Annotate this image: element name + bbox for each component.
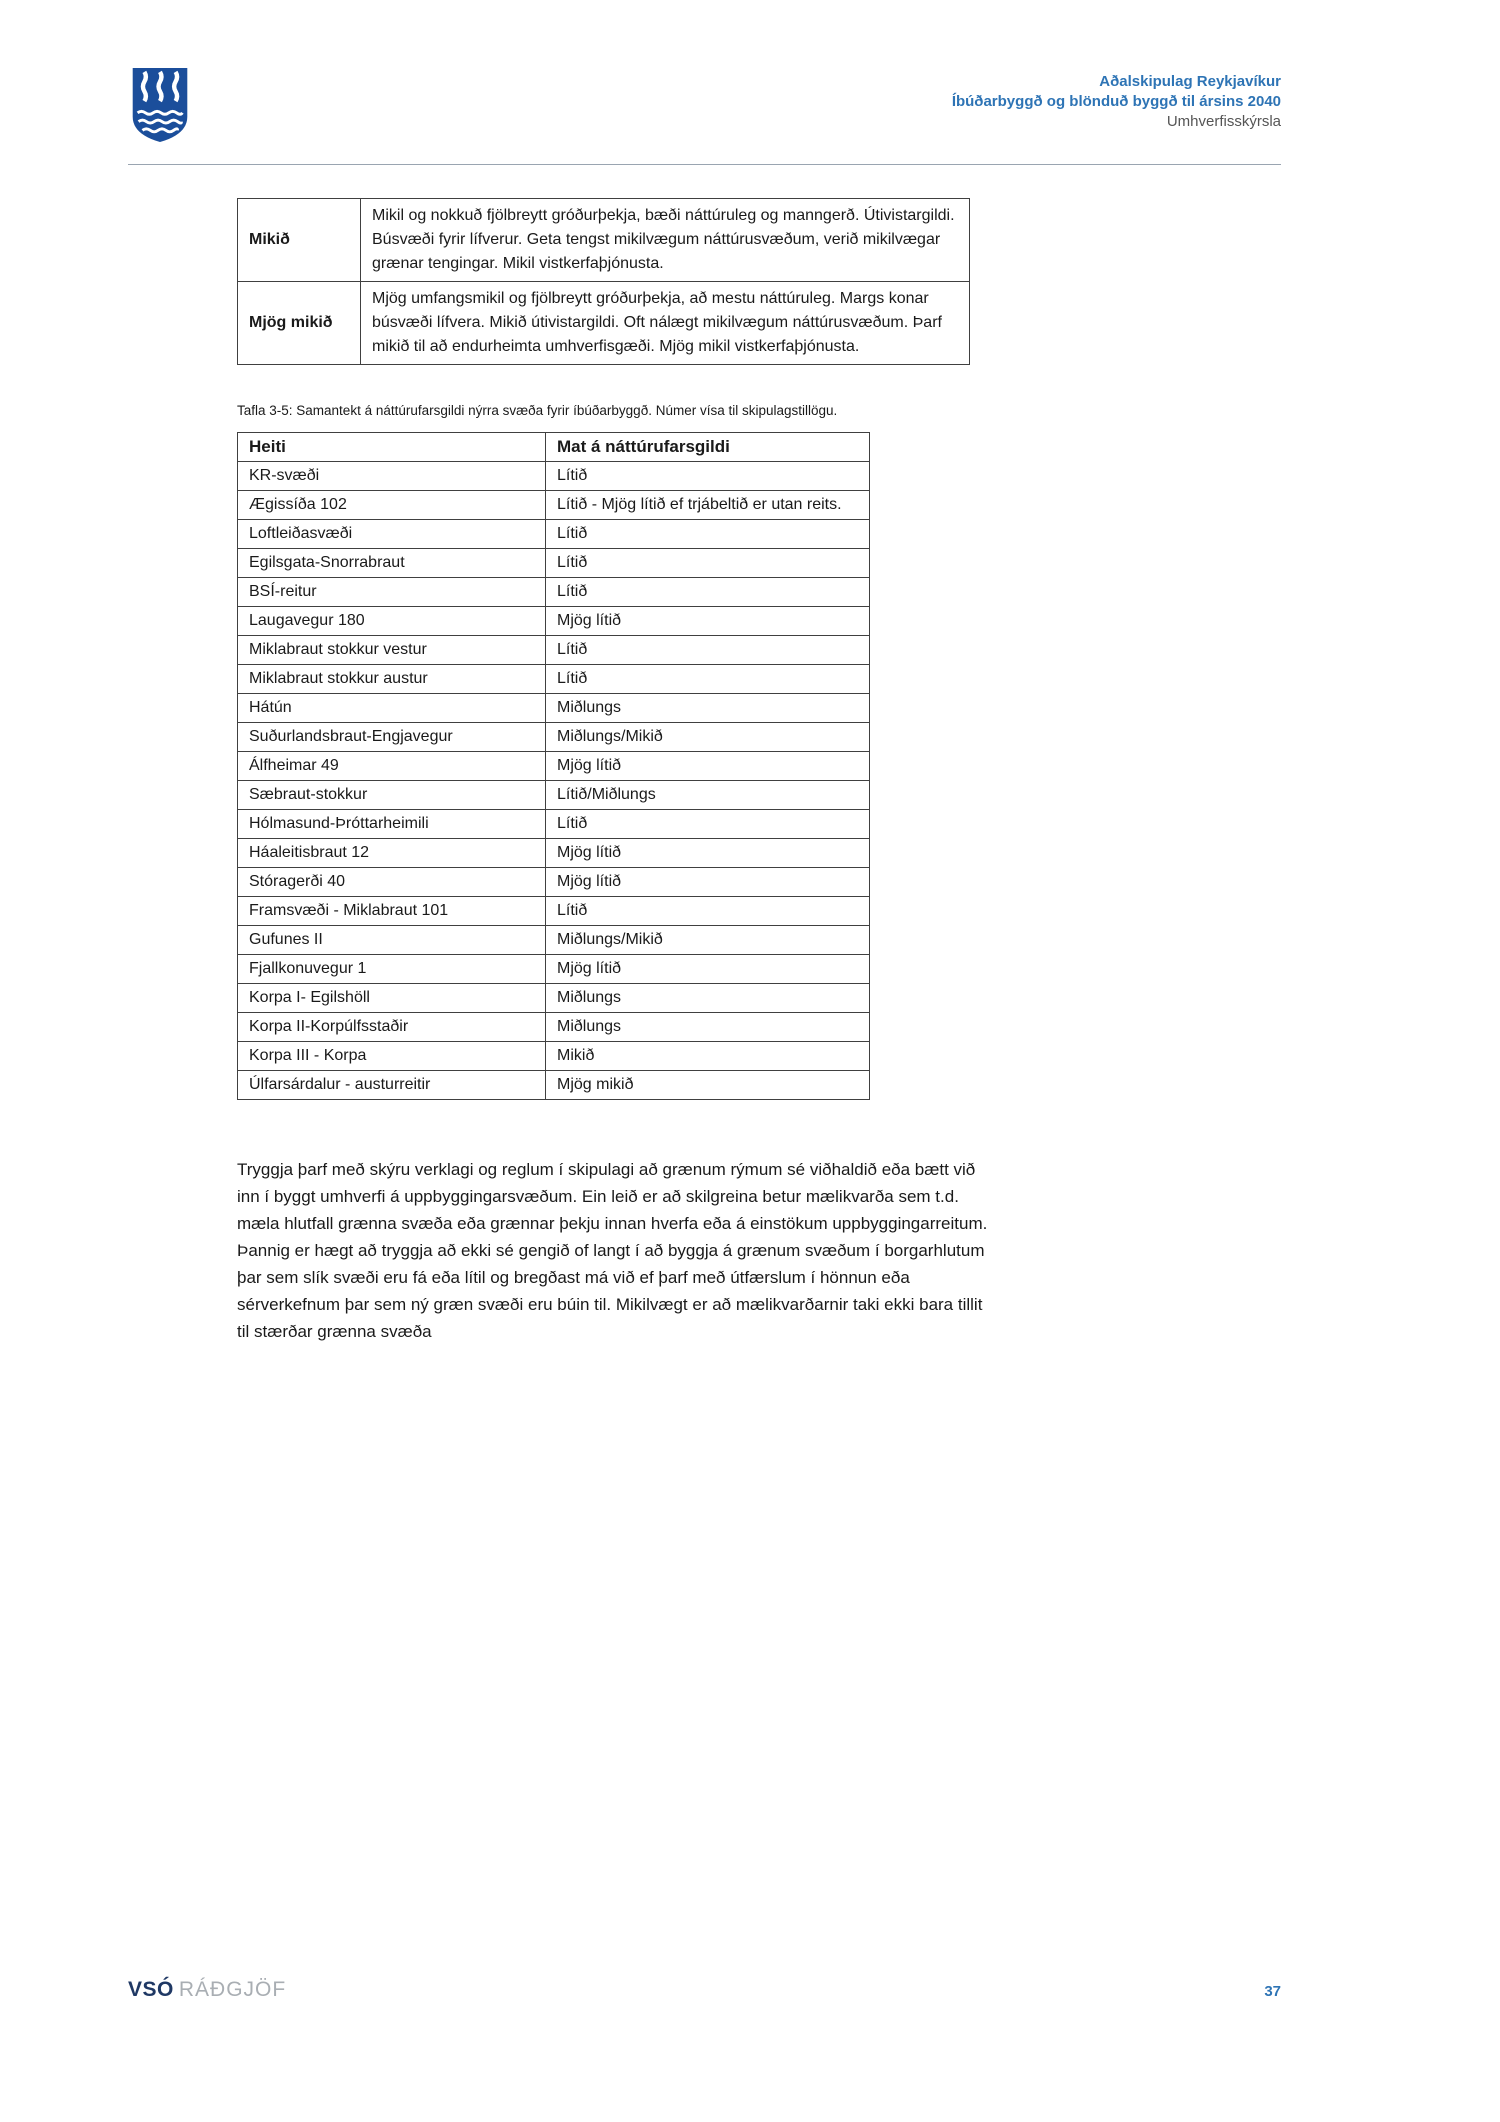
brand-name-bold: VSÓ bbox=[128, 1978, 174, 2001]
area-name-cell: Háaleitisbraut 12 bbox=[238, 839, 546, 868]
table-row bbox=[238, 549, 870, 578]
table-row bbox=[238, 694, 870, 723]
area-name-cell: Korpa III - Korpa bbox=[238, 1042, 546, 1071]
header-title-line3: Umhverfisskýrsla bbox=[1166, 113, 1281, 130]
table-row bbox=[238, 723, 870, 752]
page-footer bbox=[128, 1978, 1281, 2002]
table-row bbox=[238, 520, 870, 549]
column-header-mat: Mat á náttúrufarsgildi bbox=[546, 433, 870, 462]
area-name-cell: Hólmasund-Þróttarheimili bbox=[238, 810, 546, 839]
table-row bbox=[238, 491, 870, 520]
area-value-cell: Mjög lítið bbox=[546, 868, 870, 897]
area-value-cell: Lítið bbox=[546, 665, 870, 694]
table-row bbox=[238, 607, 870, 636]
area-value-cell: Lítið bbox=[546, 578, 870, 607]
areas-table-body bbox=[238, 462, 870, 1100]
table-caption: Tafla 3-5: Samantekt á náttúrufarsgildi nýrra svæða fyrir íbúðarbyggð. Númer vísa til skipulagstillögu. bbox=[237, 403, 838, 418]
header-divider bbox=[128, 164, 1281, 165]
area-value-cell: Lítið/Miðlungs bbox=[546, 781, 870, 810]
area-name-cell: Korpa II-Korpúlfsstaðir bbox=[238, 1013, 546, 1042]
area-value-cell: Mjög lítið bbox=[546, 839, 870, 868]
area-name-cell: Álfheimar 49 bbox=[238, 752, 546, 781]
area-name-cell: Laugavegur 180 bbox=[238, 607, 546, 636]
area-name-cell: Ægissíða 102 bbox=[238, 491, 546, 520]
table-row bbox=[238, 984, 870, 1013]
table-header-row bbox=[238, 433, 870, 462]
table-row bbox=[238, 868, 870, 897]
area-name-cell: Fjallkonuvegur 1 bbox=[238, 955, 546, 984]
table-row bbox=[238, 636, 870, 665]
area-name-cell: Sæbraut-stokkur bbox=[238, 781, 546, 810]
page-content bbox=[0, 198, 1500, 1345]
table-row bbox=[238, 781, 870, 810]
vso-radgjof-logo bbox=[128, 1978, 286, 2002]
area-name-cell: Hátún bbox=[238, 694, 546, 723]
area-name-cell: Stóragerði 40 bbox=[238, 868, 546, 897]
area-value-cell: Mikið bbox=[546, 1042, 870, 1071]
area-value-cell: Miðlungs bbox=[546, 694, 870, 723]
area-name-cell: Gufunes II bbox=[238, 926, 546, 955]
area-name-cell: BSÍ-reitur bbox=[238, 578, 546, 607]
table-row bbox=[238, 926, 870, 955]
area-value-cell: Lítið bbox=[546, 549, 870, 578]
value-description-table bbox=[237, 198, 970, 365]
table-row bbox=[238, 897, 870, 926]
area-name-cell: Miklabraut stokkur vestur bbox=[238, 636, 546, 665]
table-row bbox=[238, 810, 870, 839]
area-value-cell: Miðlungs/Mikið bbox=[546, 723, 870, 752]
area-name-cell: KR-svæði bbox=[238, 462, 546, 491]
area-value-cell: Miðlungs bbox=[546, 984, 870, 1013]
value-label-cell: Mjög mikið bbox=[238, 282, 361, 365]
value-description-cell: Mikil og nokkuð fjölbreytt gróðurþekja, bæði náttúruleg og manngerð. Útivistargildi. Búsvæði fyrir lífverur. Geta tengst mikilvægum náttúrusvæðum, verið mikilvægar grænar tengingar. Mikil vistkerfaþjónusta. bbox=[361, 199, 970, 282]
areas-table bbox=[237, 432, 870, 1100]
page-header bbox=[0, 0, 1500, 144]
area-value-cell: Mjög lítið bbox=[546, 955, 870, 984]
area-value-cell: Miðlungs bbox=[546, 1013, 870, 1042]
table-row bbox=[238, 955, 870, 984]
table-row bbox=[238, 199, 970, 282]
area-value-cell: Lítið bbox=[546, 636, 870, 665]
area-name-cell: Miklabraut stokkur austur bbox=[238, 665, 546, 694]
area-value-cell: Lítið bbox=[546, 810, 870, 839]
table-row bbox=[238, 578, 870, 607]
table-row bbox=[238, 665, 870, 694]
table-row bbox=[238, 1071, 870, 1100]
area-name-cell: Suðurlandsbraut-Engjavegur bbox=[238, 723, 546, 752]
header-title-block bbox=[952, 66, 1281, 132]
area-value-cell: Mjög mikið bbox=[546, 1071, 870, 1100]
area-name-cell: Korpa I- Egilshöll bbox=[238, 984, 546, 1013]
area-value-cell: Lítið bbox=[546, 462, 870, 491]
table-row bbox=[238, 1013, 870, 1042]
area-value-cell: Lítið bbox=[546, 520, 870, 549]
reykjavik-coat-of-arms-icon bbox=[128, 66, 192, 144]
area-value-cell: Mjög lítið bbox=[546, 752, 870, 781]
table-row bbox=[238, 1042, 870, 1071]
area-value-cell: Miðlungs/Mikið bbox=[546, 926, 870, 955]
table-row bbox=[238, 839, 870, 868]
area-name-cell: Egilsgata-Snorrabraut bbox=[238, 549, 546, 578]
header-title-line1: Aðalskipulag Reykjavíkur bbox=[1099, 73, 1281, 90]
area-name-cell: Loftleiðasvæði bbox=[238, 520, 546, 549]
header-title-line2: Íbúðarbyggð og blönduð byggð til ársins 2040 bbox=[951, 93, 1281, 110]
page-number: 37 bbox=[1264, 1983, 1281, 2000]
area-name-cell: Framsvæði - Miklabraut 101 bbox=[238, 897, 546, 926]
value-label-cell: Mikið bbox=[238, 199, 361, 282]
table-row bbox=[238, 752, 870, 781]
body-paragraph: Tryggja þarf með skýru verklagi og reglum í skipulagi að grænum rýmum sé viðhaldið eða bætt við inn í byggt umhverfi á uppbyggingarsvæðum. Ein leið er að skilgreina betur mælikvarða sem t.d. mæla hlutfall grænna svæða eða grænnar þekju innan hverfa eða á einstökum uppbyggingarreitum. Þannig er hægt að tryggja að ekki sé gengið of langt í að byggja á grænum svæðum í borgarhlutum þar sem slík svæði eru fá eða lítil og bregðast má við ef þarf með útfærslum í hönnun eða sérverkefnum þar sem ný græn svæði eru búin til. Mikilvægt er að mælikvarðarnir taki ekki bara tillit til stærðar grænna svæða bbox=[237, 1160, 988, 1341]
column-header-heiti: Heiti bbox=[238, 433, 546, 462]
value-description-cell: Mjög umfangsmikil og fjölbreytt gróðurþekja, að mestu náttúruleg. Margs konar búsvæði lífvera. Mikið útivistargildi. Oft nálægt mikilvægum náttúrusvæðum. Þarf mikið til að endurheimta umhverfisgæði. Mjög mikil vistkerfaþjónusta. bbox=[361, 282, 970, 365]
table-row bbox=[238, 462, 870, 491]
area-name-cell: Úlfarsárdalur - austurreitir bbox=[238, 1071, 546, 1100]
brand-name-light: RÁÐGJÖF bbox=[178, 1978, 287, 2001]
table-row bbox=[238, 282, 970, 365]
area-value-cell: Lítið - Mjög lítið ef trjábeltið er utan reits. bbox=[546, 491, 870, 520]
area-value-cell: Lítið bbox=[546, 897, 870, 926]
area-value-cell: Mjög lítið bbox=[546, 607, 870, 636]
